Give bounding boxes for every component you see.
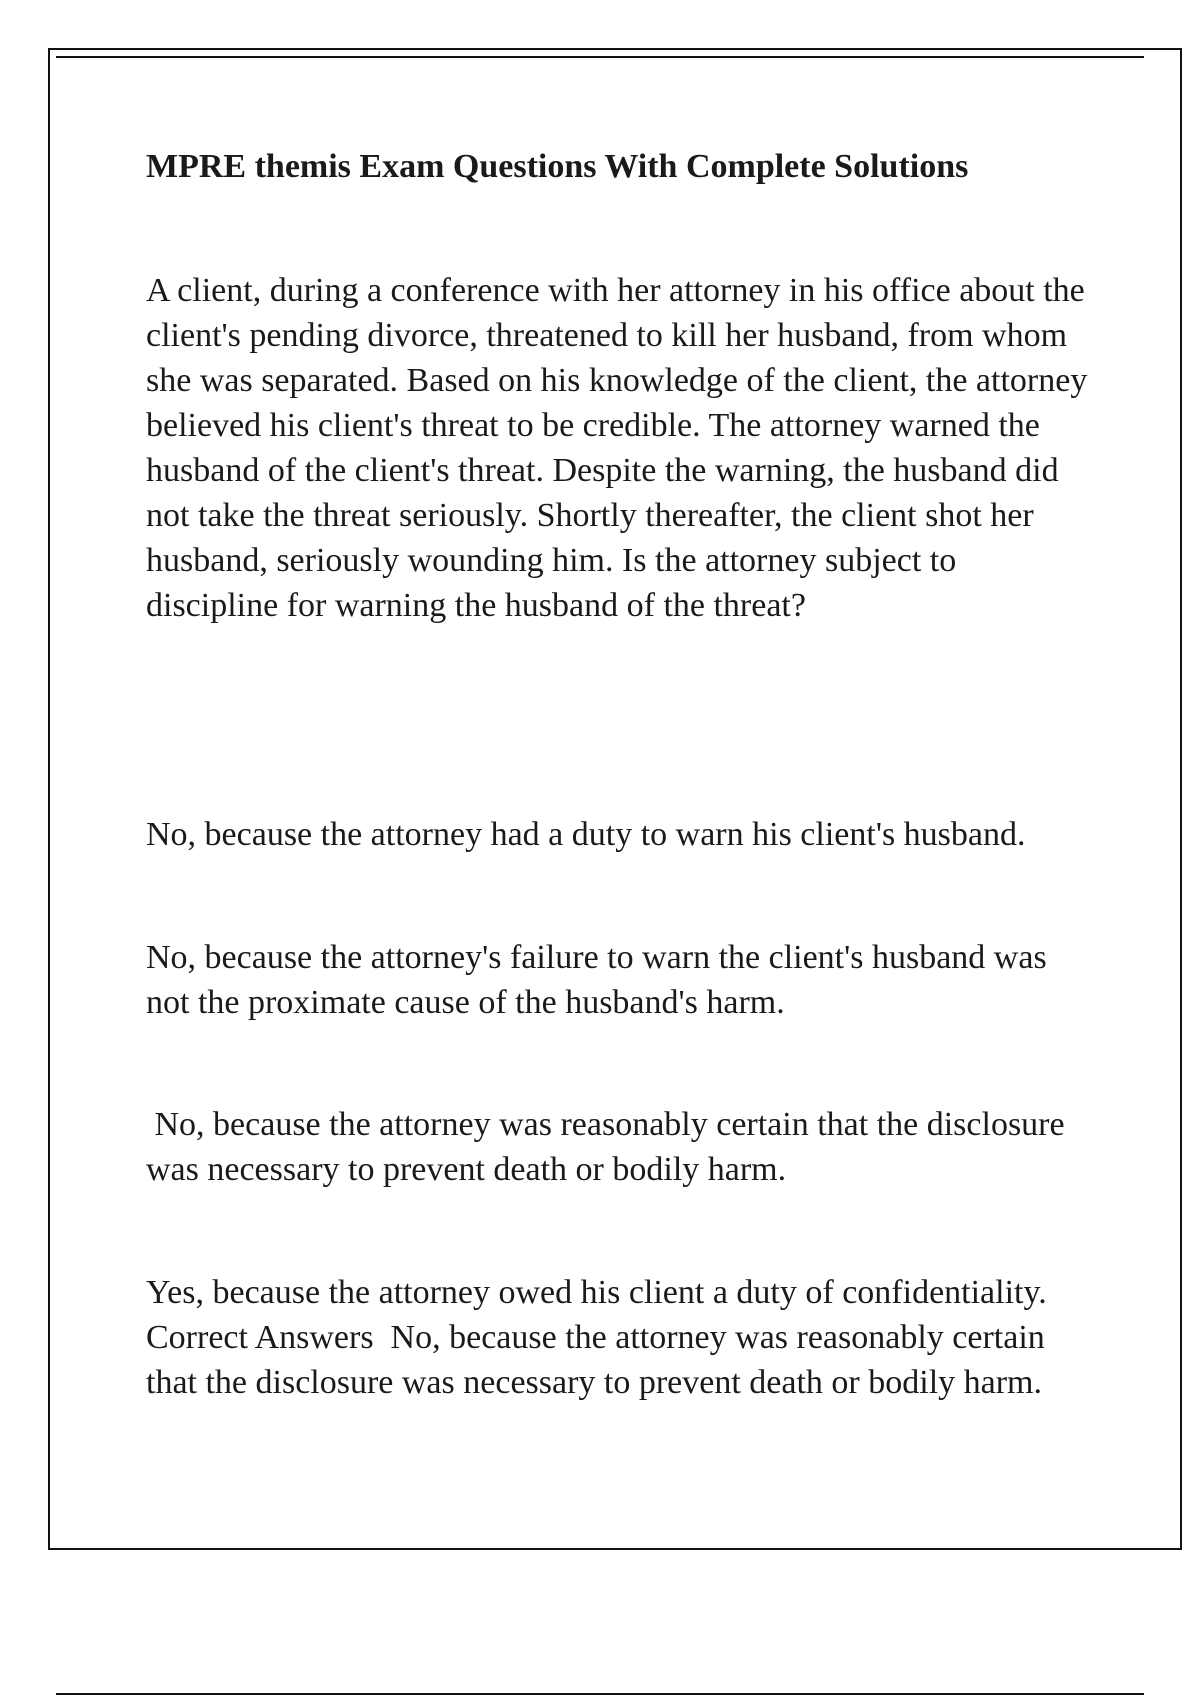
answer-option-3: No, because the attorney was reasonably certain that the disclosure was necessary to prevent death or bodily harm.	[146, 1106, 1074, 1188]
document-title: MPRE themis Exam Questions With Complete Solutions	[146, 148, 969, 185]
answer-option-4-with-correct-answer: Yes, because the attorney owed his client a duty of confidentiality. Correct Answers No, because the attorney was reasonably certain that the disclosure was necessary to prevent death or bodily harm.	[146, 1274, 1064, 1401]
answer-option-1: No, because the attorney had a duty to warn his client's husband.	[146, 816, 1026, 853]
bottom-divider	[56, 1693, 1144, 1695]
question-text: A client, during a conference with her attorney in his office about the client's pending divorce, threatened to kill her husband, from whom she was separated. Based on his knowledge of the client, the attorney believed his client's threat to be credible. The attorney warned the husband of the client's threat. Despite the warning, the husband did not take the threat seriously. Shortly thereafter, the client shot her husband, seriously wounding him. Is the attorney subject to discipline for warning the husband of the threat?	[146, 272, 1088, 624]
top-divider	[56, 56, 1144, 58]
answer-option-2: No, because the attorney's failure to warn the client's husband was not the proximate cause of the husband's harm.	[146, 939, 1047, 1021]
